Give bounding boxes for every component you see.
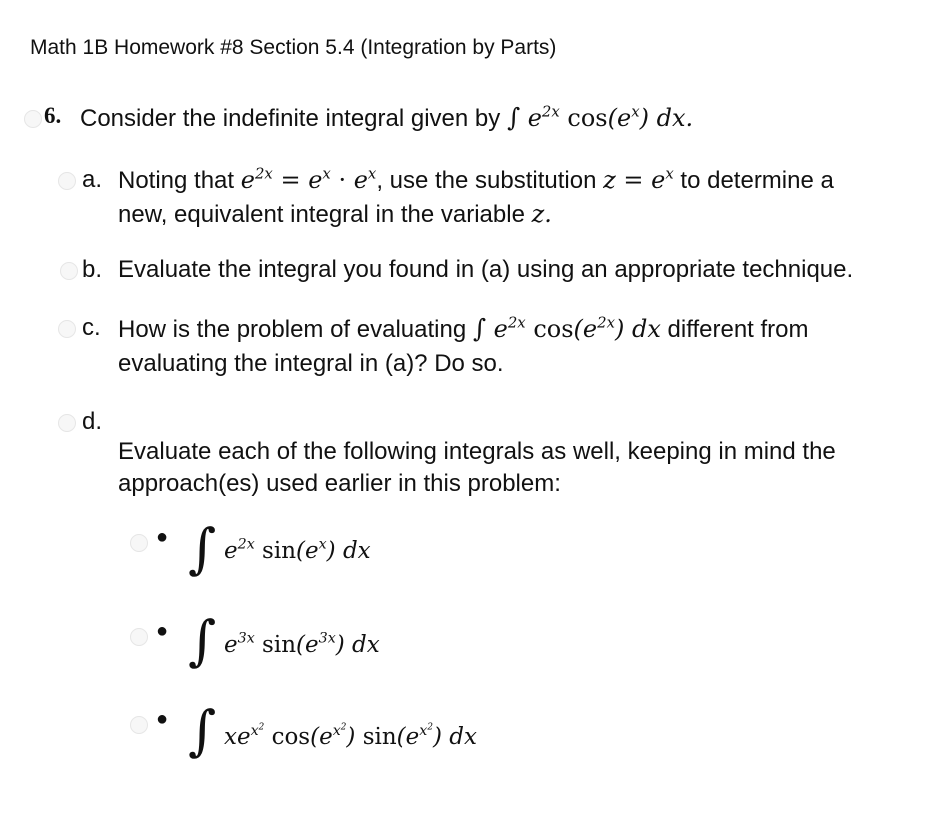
comment-marker[interactable]: [130, 534, 148, 552]
integral-sign: ∫: [188, 609, 217, 672]
part-c-line2: evaluating the integral in (a)? Do so.: [118, 350, 504, 377]
problem-intro-text: Consider the indefinite integral given by: [80, 105, 501, 132]
comment-marker[interactable]: [58, 414, 76, 432]
page-title: Math 1B Homework #8 Section 5.4 (Integration by Parts): [30, 36, 557, 59]
part-d-label: d.: [82, 408, 103, 435]
comment-marker[interactable]: [58, 172, 76, 190]
part-a-line2-text: new, equivalent integral in the variable: [118, 201, 525, 228]
comment-marker[interactable]: [24, 110, 42, 128]
integral-item-3: $xe^{x^2}$ $\cos(e^{x^2})$ $\sin(e^{x^2})$ dx: [224, 722, 477, 750]
part-b-label: b.: [82, 256, 103, 283]
bullet: ●: [156, 708, 169, 730]
part-a-line2: [118, 200, 552, 229]
part-a-noting: Noting that: [118, 167, 235, 194]
part-a-to-determine: to determine a: [680, 167, 834, 194]
integral-sign: ∫: [188, 517, 217, 580]
bullet: ●: [156, 620, 169, 642]
substitution-expression: $z = e^x$: [603, 164, 674, 194]
comment-marker[interactable]: [60, 262, 78, 280]
part-d-line1: Evaluate each of the following integrals as well, keeping in mind the: [118, 438, 836, 465]
identity-expression: $e^{2x} = e^x \cdot e^x$: [240, 164, 377, 194]
problem-number: 6.: [44, 103, 62, 128]
comment-marker[interactable]: [130, 628, 148, 646]
integral-item-1: $e^{2x}$ $\sin(e^x)$ dx: [224, 536, 371, 564]
comment-marker[interactable]: [130, 716, 148, 734]
part-a-use-sub: , use the substitution: [376, 167, 597, 194]
part-c-line1: [118, 314, 809, 344]
integral-item-2: $e^{3x}$ $\sin(e^{3x})$ dx: [224, 630, 380, 658]
part-a-label: a.: [82, 166, 103, 193]
integral-sign: ∫: [188, 699, 217, 762]
part-b-text: Evaluate the integral you found in (a) using an appropriate technique.: [118, 256, 854, 283]
main-integral: ∫ $e^{2x}$ $\cos(e^x)$ dx.: [506, 102, 694, 132]
part-d-line2: approach(es) used earlier in this problem:: [118, 470, 561, 497]
comment-marker[interactable]: [58, 320, 76, 338]
part-c-integral: ∫ $e^{2x}$ $\cos(e^{2x})$ dx: [472, 313, 661, 343]
part-a-line1: [118, 166, 834, 195]
variable-z: z.: [531, 200, 552, 228]
bullet: ●: [156, 526, 169, 548]
part-c-text1: How is the problem of evaluating: [118, 316, 467, 343]
problem-intro: [80, 103, 693, 133]
part-c-label: c.: [82, 314, 101, 341]
part-c-text2: different from: [667, 316, 809, 343]
